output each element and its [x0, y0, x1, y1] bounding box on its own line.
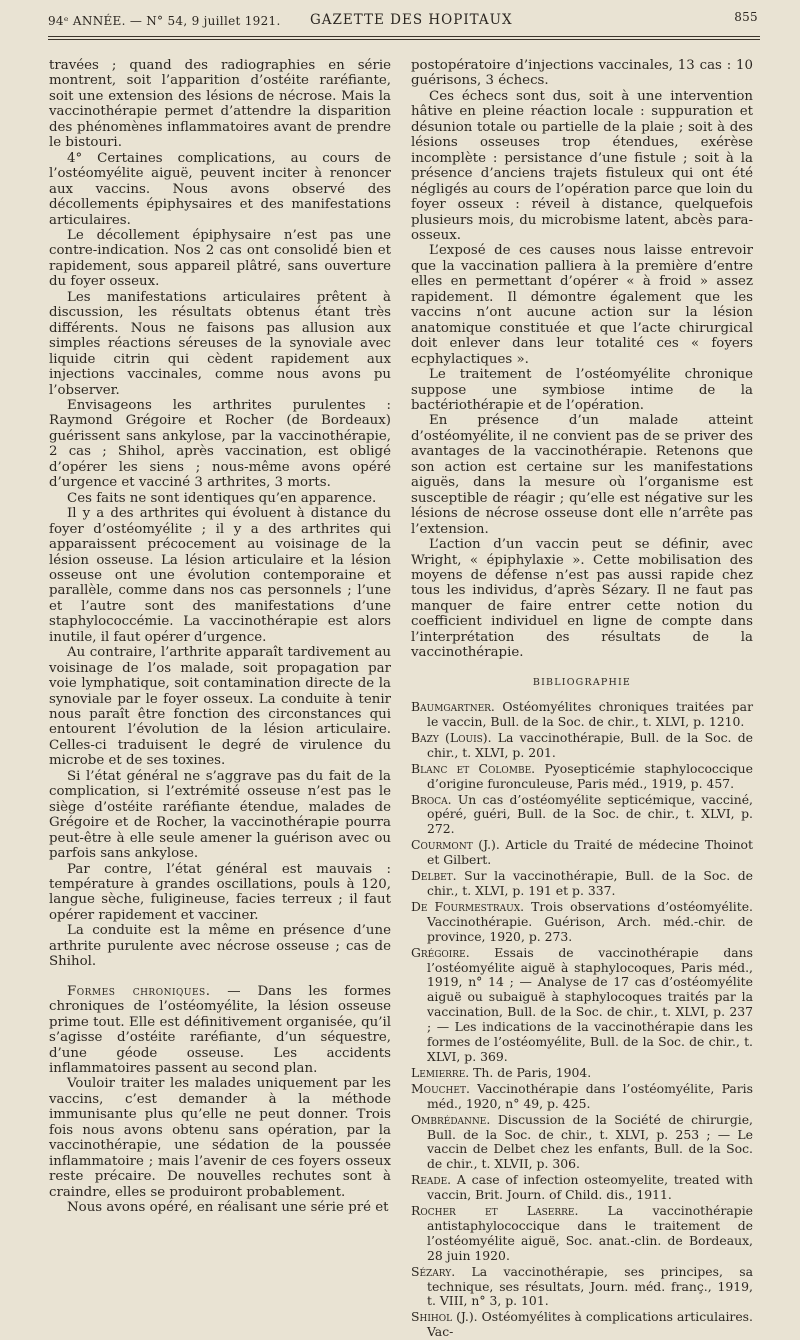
paragraph-text: — Dans les formes chroniques de l’ostéomyélite, la lésion osseuse prime tout. Elle est définitivement organisée, qu’il s’agisse d’ostéite raréfiante, d’un séquestre, d’une géode osseuse. Les accidents inflammatoires passent au second plan. — [49, 983, 391, 1076]
right-column-text — [411, 58, 753, 661]
bibliography-entry — [411, 762, 753, 792]
paragraph-text: Ces faits ne sont identiques qu’en apparence. — [67, 490, 377, 506]
bibliography-reference: Ostéomyélites chroniques traitées par le vaccin, Bull. de la Soc. de chir., t. XLVI, p. 1210. — [427, 699, 753, 730]
bibliography-author: De Fourmestraux. — [411, 898, 525, 914]
paragraph-text: Au contraire, l’arthrite apparaît tardivement au voisinage de l’os malade, soit propagation par voie lymphatique, soit contamination directe de la synoviale par le foyer osseux. La conduite à tenir nous paraît être fonction des circonstances qui entourent l’évolution de la lésion articulaire. Celles-ci traduisent le degré de virulence du microbe et de ses toxines. — [49, 645, 391, 769]
bibliography-author: Grégoire. — [411, 944, 470, 960]
paragraph — [49, 398, 391, 491]
bibliography-list — [411, 700, 753, 1340]
paragraph — [49, 491, 391, 506]
paragraph-text: L’action d’un vaccin peut se définir, avec Wright, « épiphylaxie ». Cette mobilisation des moyens de défense n’est pas aussi rapide chez tous les individus, d’après Sézary. Il ne faut pas manquer de faire entrer cette notion du coefficient individuel en ligne de compte dans l’interprétation des résultats de la vaccinothérapie. — [411, 537, 753, 661]
bibliography-author: Broca. — [411, 791, 452, 807]
bibliography-author: Blanc et Colombe. — [411, 760, 536, 776]
paragraph — [49, 290, 391, 398]
bibliography-entry — [411, 900, 753, 945]
paragraph-text: 4° Certaines complications, au cours de l’ostéomyélite aiguë, peuvent inciter à renoncer aux vaccins. Nous avons observé des décollements épiphysaires et des manifestations articulaires. — [49, 150, 391, 228]
bibliography-entry — [411, 1113, 753, 1173]
bibliography-author: Delbet. — [411, 868, 457, 884]
paragraph-text: En présence d’un malade atteint d’ostéomyélite, il ne convient pas de se priver des avantages de la vaccinothérapie. Retenons que son action est certaine sur les manifestations aiguës, dans la mesure où l’organisme est susceptible de réagir ; qu’elle est négative sur les lésions de nécrose osseuse dont elle n’arrête pas l’extension. — [411, 413, 753, 537]
left-column — [49, 58, 391, 1216]
bibliography-author: Lemierre. — [411, 1064, 470, 1080]
bibliography-entry — [411, 793, 753, 838]
bibliography-reference: Discussion de la Société de chirurgie, Bull. de la Soc. de chir., t. XLVI, p. 253 ; — Le vaccin de Delbet chez les enfants, Bull. de la Soc. de chir., t. XLVII, p. 306. — [427, 1111, 753, 1172]
bibliography-author: Baumgartner. — [411, 699, 495, 715]
header-rule-bottom — [48, 39, 760, 40]
paragraph — [49, 862, 391, 924]
paragraph — [49, 151, 391, 228]
bibliography-reference: Th. de Paris, 1904. — [469, 1064, 592, 1080]
bibliography-reference: Vaccinothérapie dans l’ostéomyélite, Paris méd., 1920, n° 49, p. 425. — [427, 1080, 753, 1111]
bibliography-reference: La vaccinothérapie antistaphylococcique dans le traitement de l’ostéomyélite aiguë, Soc. anat.-clin. de Bordeaux, 28 juin 1920. — [427, 1203, 753, 1263]
bibliography-reference: Article du Traité de médecine Thoinot et Gilbert. — [427, 837, 753, 868]
paragraph — [49, 506, 391, 645]
right-column — [411, 58, 754, 1340]
paragraph-text: Envisageons les arthrites purulentes : Raymond Grégoire et Rocher (de Bordeaux) guérissent sans ankylose, par la vaccinothérapie, 2 cas ; Shihol, après vaccination, est obligé d’opérer les siens ; nous-même avons opéré d’urgence et vacciné 3 arthrites, 3 morts. — [49, 397, 391, 491]
paragraph-text: Nous avons opéré, en réalisant une série pré et — [67, 1200, 389, 1216]
bibliography-author: Shihol (J.). — [411, 1309, 478, 1325]
paragraph-text: Ces échecs sont dus, soit à une intervention hâtive en pleine réaction locale : suppuration et désunion totale ou partielle de la plaie ; soit à des lésions osseuses trop étendues, exérèse incomplète : persistance d’une fistule ; soit à la présence d’anciens trajets fistuleux qui ont été négligés au cours de l’opération parce que loin du foyer osseux : réveil à distance, quelquefois plusieurs mois, du microbisme latent, abcès para-osseux. — [411, 88, 753, 243]
bibliography-entry — [411, 1204, 753, 1264]
paragraph-text: Si l’état général ne s’aggrave pas du fait de la complication, si l’extrémité osseuse n’est pas le siège d’ostéite raréfiante étendue, malades de Grégoire et de Rocher, la vaccinothérapie pourra peut-être à elle seule amener la guérison avec ou parfois sans ankylose. — [49, 768, 391, 862]
paragraph-text: travées ; quand des radiographies en série montrent, soit l’apparition d’ostéite raréfiante, soit une extension des lésions de nécrose. Mais la vaccinothérapie permet d’attendre la disparition des phénomènes inflammatoires avant de prendre le bistouri. — [49, 58, 391, 151]
bibliography-reference: Un cas d’ostéomyélite septicémique, vacciné, opéré, guéri, Bull. de la Soc. de chir., t. XLVI, p. 272. — [427, 791, 753, 837]
paragraph-text: L’exposé de ces causes nous laisse entrevoir que la vaccination palliera à la première d’entre elles en permettant d’opérer « à froid » assez rapidement. Il démontre également que les vaccins n’ont aucune action sur la lésion anatomique constituée et que l’acte chirurgical doit enlever dans leur totalité ces « foyers ecphylactiques ». — [411, 243, 753, 367]
bibliography-entry — [411, 1066, 753, 1081]
bibliography-author: Bazy (Louis). — [411, 729, 492, 745]
paragraph — [49, 1200, 391, 1215]
paragraph — [411, 537, 753, 661]
bibliography-reference: Essais de vaccinothérapie dans l’ostéomyélite aiguë à staphylocoques, Paris méd., 1919, n° 14 ; — Analyse de 17 cas d’ostéomyélite aiguë ou subaiguë à staphylocoques traités par la vaccination, Bull. de la Soc. de chir., t. XLVI, p. 237 ; — Les indications de la vaccinothérapie dans les formes de l’ostéomyélite, Bull. de la Soc. de chir., t. XLVI, p. 369. — [427, 944, 753, 1064]
bibliography-entry — [411, 1310, 753, 1340]
paragraph-text: Il y a des arthrites qui évoluent à distance du foyer d’ostéomyélite ; il y a des arthrites qui apparaissent précocement au voisinage de la lésion osseuse. La lésion articulaire et la lésion osseuse ont une évolution contemporaine et parallèle, comme dans nos cas personnels ; l’une et l’autre sont des manifestations d’une staphylococcémie. La vaccinothérapie est alors inutile, il faut opérer d’urgence. — [49, 506, 391, 645]
paragraph-text: postopératoire d’injections vaccinales, 13 cas : 10 guérisons, 3 échecs. — [411, 58, 753, 89]
paragraph — [49, 228, 391, 290]
bibliography-entry — [411, 838, 753, 868]
paragraph — [49, 769, 391, 862]
bibliography-reference: Pyosepticémie staphylococcique d’origine furonculeuse, Paris méd., 1919, p. 457. — [427, 760, 753, 791]
bibliography-entry — [411, 731, 753, 761]
paragraph — [411, 243, 753, 367]
bibliography-reference: A case of infection osteomyelite, treated with vaccin, Brit. Journ. of Child. dis., 1911. — [427, 1172, 753, 1203]
bibliography-title: BIBLIOGRAPHIE — [532, 676, 632, 688]
paragraph — [49, 58, 391, 151]
bibliography-author: Sézary. — [411, 1263, 456, 1279]
bibliography-author: Ombrédanne. — [411, 1111, 491, 1127]
paragraph — [411, 413, 753, 537]
paragraph-text: La conduite est la même en présence d’une arthrite purulente avec nécrose osseuse ; cas de Shihol. — [49, 923, 391, 970]
journal-title: GAZETTE DES HOPITAUX — [310, 12, 513, 28]
paragraph — [49, 923, 391, 969]
bibliography-entry — [411, 1265, 753, 1310]
bibliography-author: Mouchet. — [411, 1080, 470, 1096]
bibliography-entry — [411, 700, 753, 730]
bibliography-reference: Trois observations d’ostéomyélite. Vaccinothérapie. Guérison, Arch. méd.-chir. de province, 1920, p. 273. — [427, 898, 753, 944]
paragraph — [411, 367, 753, 413]
paragraph — [411, 89, 753, 244]
paragraph-text: Les manifestations articulaires prêtent à discussion, les résultats obtenus étant très différents. Nous ne faisons pas allusion aux simples réactions séreuses de la synoviale avec liquide citrin qui cèdent rapidement aux injections vaccinales, comme nous avons pu l’observer. — [49, 289, 391, 398]
issue-info: 94ᵉ ANNÉE. — N° 54, 9 juillet 1921. — [48, 14, 281, 28]
bibliography-reference: La vaccinothérapie, Bull. de la Soc. de chir., t. XLVI, p. 201. — [427, 729, 754, 760]
paragraph — [411, 58, 753, 89]
paragraph — [49, 984, 391, 1077]
paragraph-text: Le décollement épiphysaire n’est pas une contre-indication. Nos 2 cas ont consolidé bien et rapidement, sous appareil plâtré, sans ouverture du foyer osseux. — [49, 227, 391, 290]
bibliography-entry — [411, 1173, 753, 1203]
bibliography-author: Reade. — [411, 1172, 452, 1188]
paragraph-text: Vouloir traiter les malades uniquement par les vaccins, c’est demander à la méthode immunisante plus qu’elle ne peut donner. Trois fois nous avons obtenu sans opération, par la vaccinothérapie, une sédation de la poussée inflammatoire ; mais l’avenir de ces foyers osseux reste précaire. De nouvelles rechutes sont à craindre, elles se produiront probablement. — [49, 1076, 391, 1200]
bibliography-reference: Ostéomyélites à complications articulaires. Vac- — [427, 1309, 753, 1340]
page-number: 855 — [734, 10, 758, 24]
page-header — [48, 10, 758, 32]
paragraph — [49, 645, 391, 769]
paragraph — [49, 1076, 391, 1200]
bibliography-entry — [411, 1082, 753, 1112]
header-rule-top — [48, 36, 760, 37]
section-heading: Formes chroniques. — [67, 983, 211, 999]
bibliography-entry — [411, 869, 753, 899]
paragraph-text: Le traitement de l’ostéomyélite chronique suppose une symbiose intime de la bactériothérapie et de l’opération. — [411, 367, 753, 413]
paragraph-text: Par contre, l’état général est mauvais : température à grandes oscillations, pouls à 120, langue sèche, fuligineuse, facies terreux ; il faut opérer rapidement et vacciner. — [49, 861, 391, 923]
bibliography-author: Courmont (J.). — [411, 837, 500, 853]
bibliography-reference: La vaccinothérapie, ses principes, sa technique, ses résultats, Journ. méd. franç., 1919, t. VIII, n° 3, p. 101. — [427, 1263, 753, 1309]
bibliography-entry — [411, 946, 753, 1065]
bibliography-reference: Sur la vaccinothérapie, Bull. de la Soc. de chir., t. XLVI, p. 191 et p. 337. — [427, 868, 753, 898]
bibliography-author: Rocher et Laserre. — [411, 1203, 579, 1219]
